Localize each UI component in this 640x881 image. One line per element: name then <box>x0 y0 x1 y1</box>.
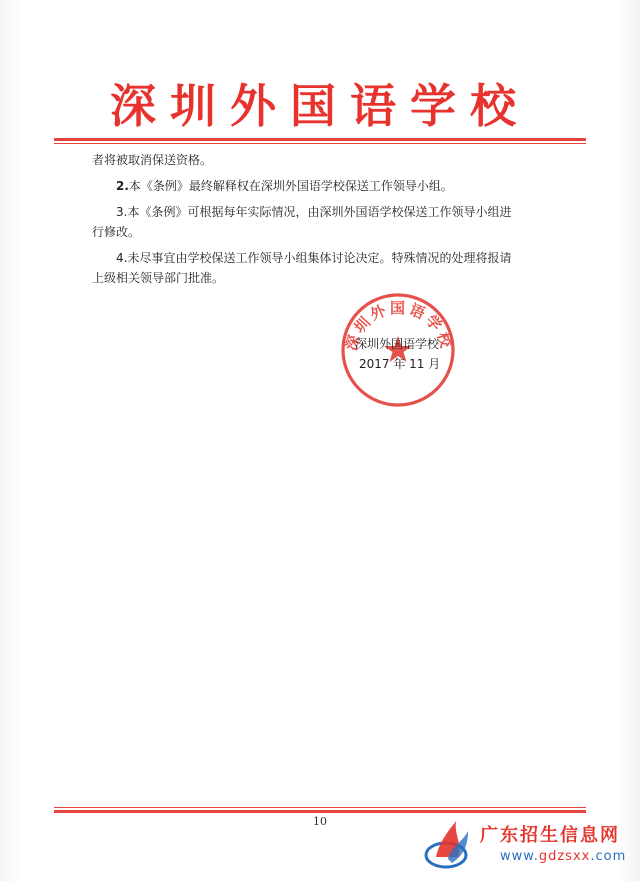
paragraph-item-3: 3.本《条例》可根据每年实际情况，由深圳外国语学校保送工作领导小组进行修改。 <box>92 205 512 239</box>
footer-rule-thin <box>54 807 586 808</box>
header-title: 深圳外国语学校 <box>110 79 530 133</box>
seal-text: 深圳外国语学校 <box>341 299 457 353</box>
url-domain: gdzsxx <box>538 849 591 864</box>
paragraph-item-2 <box>92 176 512 196</box>
page-number: 10 <box>313 815 327 828</box>
site-watermark <box>420 815 635 875</box>
footer-rule-thick <box>54 810 586 813</box>
header-rule-thin <box>54 143 586 144</box>
body-text <box>92 150 512 294</box>
signature-date: 2017 年 11 月 <box>359 357 441 371</box>
signature-block <box>355 334 440 374</box>
paragraph-item-4: 4.未尽事宜由学校保送工作领导小组集体讨论决定。特殊情况的处理将报请上级相关领导部门批准。 <box>92 251 512 285</box>
item-2-number: 2. <box>116 179 129 193</box>
item-2-text: 本《条例》最终解释权在深圳外国语学校保送工作领导小组。 <box>128 179 453 193</box>
watermark-site-name: 广东招生信息网 <box>480 825 620 846</box>
signature-org: 深圳外国语学校 <box>355 337 440 351</box>
url-prefix: www. <box>500 849 539 864</box>
header-rule-thick <box>54 138 586 141</box>
paragraph-continuation: 者将被取消保送资格。 <box>92 153 213 167</box>
url-suffix: .com <box>590 849 627 864</box>
watermark-logo-icon <box>422 817 474 873</box>
watermark-url <box>500 849 626 864</box>
